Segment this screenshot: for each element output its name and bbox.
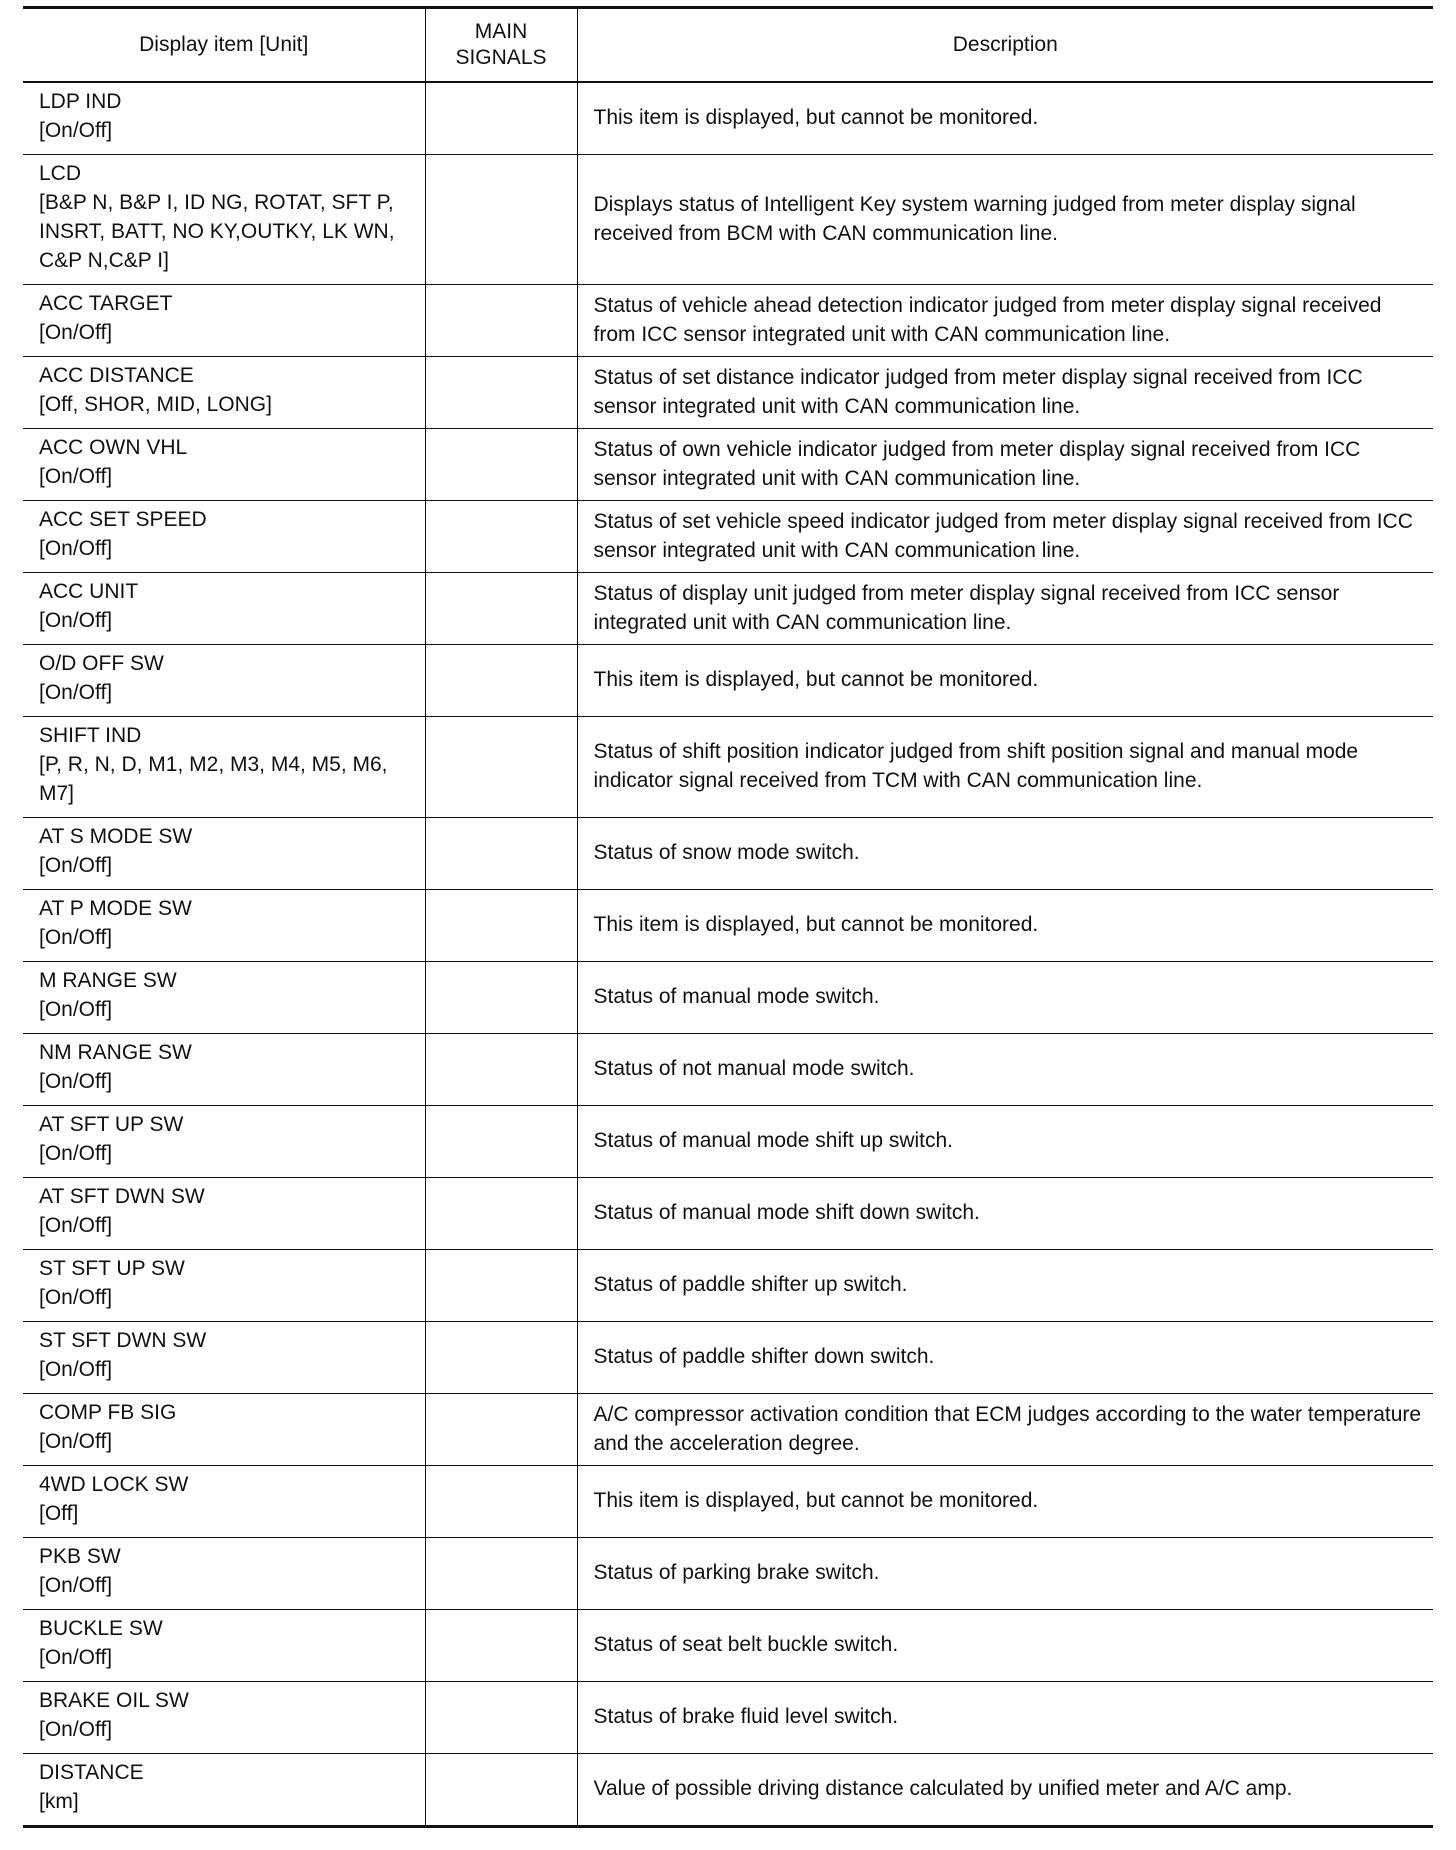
display-item-name: ACC DISTANCE [39, 364, 194, 387]
main-signals-cell [425, 1106, 577, 1178]
description-cell: Status of own vehicle indicator judged from meter display signal received from ICC sensor integrated unit with CAN communication line. [577, 429, 1433, 501]
display-item-cell [23, 1682, 425, 1754]
main-signals-cell [425, 155, 577, 285]
display-item-cell [23, 1466, 425, 1538]
display-item-name: 4WD LOCK SW [39, 1473, 189, 1496]
display-item-cell [23, 429, 425, 501]
table-row [23, 1682, 1433, 1754]
display-item-unit: [On/Off] [39, 1214, 113, 1237]
display-item-cell [23, 357, 425, 429]
display-item-unit: [Off, SHOR, MID, LONG] [39, 393, 272, 416]
main-signals-cell [425, 890, 577, 962]
display-item-cell [23, 1322, 425, 1394]
table-row [23, 1466, 1433, 1538]
display-item-name: SHIFT IND [39, 724, 142, 747]
display-item-name: COMP FB SIG [39, 1401, 177, 1424]
main-signals-cell [425, 1754, 577, 1827]
display-item-unit: [B&P N, B&P I, ID NG, ROTAT, SFT P, INSRT, BATT, NO KY,OUTKY, LK WN, C&P N,C&P I] [39, 191, 395, 272]
display-item-unit: [On/Off] [39, 537, 113, 560]
display-item-cell [23, 1250, 425, 1322]
display-item-cell [23, 1538, 425, 1610]
display-item-name: NM RANGE SW [39, 1041, 192, 1064]
table-row [23, 890, 1433, 962]
display-item-unit: [On/Off] [39, 926, 113, 949]
description-cell: Status of snow mode switch. [577, 818, 1433, 890]
table-row [23, 1034, 1433, 1106]
header-description: Description [577, 8, 1433, 83]
description-cell: Status of manual mode shift up switch. [577, 1106, 1433, 1178]
header-display-item: Display item [Unit] [23, 8, 425, 83]
display-item-name: BUCKLE SW [39, 1617, 163, 1640]
display-item-name: LDP IND [39, 90, 122, 113]
display-item-cell [23, 1178, 425, 1250]
table-row [23, 1538, 1433, 1610]
description-cell: Status of parking brake switch. [577, 1538, 1433, 1610]
display-item-unit: [On/Off] [39, 1286, 113, 1309]
description-cell: A/C compressor activation condition that ECM judges according to the water temperature and the acceleration degree. [577, 1394, 1433, 1466]
display-item-unit: [P, R, N, D, M1, M2, M3, M4, M5, M6, M7] [39, 753, 388, 805]
description-cell: Status of set distance indicator judged from meter display signal received from ICC sensor integrated unit with CAN communication line. [577, 357, 1433, 429]
main-signals-cell [425, 645, 577, 717]
display-item-cell [23, 501, 425, 573]
display-item-name: O/D OFF SW [39, 652, 164, 675]
description-cell: Status of brake fluid level switch. [577, 1682, 1433, 1754]
main-signals-cell [425, 1538, 577, 1610]
main-signals-cell [425, 429, 577, 501]
main-signals-cell [425, 1034, 577, 1106]
table-row [23, 1322, 1433, 1394]
table-row [23, 155, 1433, 285]
display-item-name: AT SFT UP SW [39, 1113, 184, 1136]
display-item-cell [23, 962, 425, 1034]
table-row [23, 501, 1433, 573]
description-cell: Status of shift position indicator judged from shift position signal and manual mode indicator signal received from TCM with CAN communication line. [577, 717, 1433, 818]
description-cell: Status of manual mode shift down switch. [577, 1178, 1433, 1250]
main-signals-cell [425, 573, 577, 645]
table-row [23, 1106, 1433, 1178]
display-item-cell [23, 82, 425, 155]
description-cell: Displays status of Intelligent Key system warning judged from meter display signal received from BCM with CAN communication line. [577, 155, 1433, 285]
display-item-unit: [On/Off] [39, 1358, 113, 1381]
description-cell: Value of possible driving distance calculated by unified meter and A/C amp. [577, 1754, 1433, 1827]
display-item-name: AT S MODE SW [39, 825, 193, 848]
display-item-unit: [On/Off] [39, 465, 113, 488]
description-cell: Status of seat belt buckle switch. [577, 1610, 1433, 1682]
table-row [23, 357, 1433, 429]
main-signals-cell [425, 1466, 577, 1538]
description-cell: Status of paddle shifter up switch. [577, 1250, 1433, 1322]
table-row [23, 717, 1433, 818]
description-cell: Status of manual mode switch. [577, 962, 1433, 1034]
display-item-unit: [On/Off] [39, 1430, 113, 1453]
table-row [23, 818, 1433, 890]
table-row [23, 962, 1433, 1034]
main-signals-cell [425, 962, 577, 1034]
display-item-name: ACC OWN VHL [39, 436, 188, 459]
display-item-cell [23, 1610, 425, 1682]
display-item-unit: [On/Off] [39, 609, 113, 632]
display-item-name: ACC SET SPEED [39, 508, 207, 531]
main-signals-cell [425, 1394, 577, 1466]
main-signals-cell [425, 82, 577, 155]
display-item-name: BRAKE OIL SW [39, 1689, 189, 1712]
description-cell: This item is displayed, but cannot be monitored. [577, 890, 1433, 962]
display-item-name: M RANGE SW [39, 969, 177, 992]
main-signals-cell [425, 1250, 577, 1322]
display-item-unit: [On/Off] [39, 681, 113, 704]
display-item-name: ST SFT UP SW [39, 1257, 185, 1280]
main-signals-cell [425, 357, 577, 429]
description-cell: Status of set vehicle speed indicator judged from meter display signal received from ICC sensor integrated unit with CAN communication line. [577, 501, 1433, 573]
header-row [23, 8, 1433, 83]
display-item-unit: [On/Off] [39, 321, 113, 344]
display-item-unit: [Off] [39, 1502, 79, 1525]
table-row [23, 1394, 1433, 1466]
main-signals-cell [425, 285, 577, 357]
display-item-unit: [km] [39, 1790, 79, 1813]
main-signals-cell [425, 1682, 577, 1754]
display-item-name: LCD [39, 162, 82, 185]
description-cell: Status of vehicle ahead detection indicator judged from meter display signal received from ICC sensor integrated unit with CAN communication line. [577, 285, 1433, 357]
display-item-cell [23, 1034, 425, 1106]
display-item-name: DISTANCE [39, 1761, 144, 1784]
main-signals-cell [425, 1610, 577, 1682]
header-main-signals [425, 8, 577, 83]
display-item-unit: [On/Off] [39, 119, 113, 142]
table-row [23, 1610, 1433, 1682]
display-item-name: AT P MODE SW [39, 897, 192, 920]
table-row [23, 1178, 1433, 1250]
display-item-name: ACC TARGET [39, 292, 173, 315]
description-cell: Status of display unit judged from meter display signal received from ICC sensor integrated unit with CAN communication line. [577, 573, 1433, 645]
description-cell: This item is displayed, but cannot be monitored. [577, 645, 1433, 717]
data-monitor-table [23, 6, 1433, 1828]
main-signals-cell [425, 818, 577, 890]
display-item-unit: [On/Off] [39, 854, 113, 877]
display-item-name: AT SFT DWN SW [39, 1185, 205, 1208]
display-item-cell [23, 1106, 425, 1178]
display-item-cell [23, 155, 425, 285]
description-cell: Status of paddle shifter down switch. [577, 1322, 1433, 1394]
main-signals-cell [425, 501, 577, 573]
table-row [23, 429, 1433, 501]
display-item-name: PKB SW [39, 1545, 121, 1568]
description-cell: This item is displayed, but cannot be monitored. [577, 1466, 1433, 1538]
description-cell: Status of not manual mode switch. [577, 1034, 1433, 1106]
display-item-cell [23, 1394, 425, 1466]
main-signals-cell [425, 1322, 577, 1394]
description-cell: This item is displayed, but cannot be monitored. [577, 82, 1433, 155]
display-item-unit: [On/Off] [39, 1646, 113, 1669]
display-item-unit: [On/Off] [39, 998, 113, 1021]
display-item-cell [23, 818, 425, 890]
table-row [23, 1754, 1433, 1827]
display-item-cell [23, 285, 425, 357]
display-item-unit: [On/Off] [39, 1142, 113, 1165]
display-item-cell [23, 717, 425, 818]
table-row [23, 645, 1433, 717]
header-main-signals-line1: MAIN [474, 20, 528, 43]
display-item-unit: [On/Off] [39, 1070, 113, 1093]
display-item-cell [23, 1754, 425, 1827]
display-item-cell [23, 645, 425, 717]
display-item-name: ACC UNIT [39, 580, 139, 603]
table-row [23, 285, 1433, 357]
display-item-cell [23, 573, 425, 645]
display-item-unit: [On/Off] [39, 1718, 113, 1741]
display-item-unit: [On/Off] [39, 1574, 113, 1597]
main-signals-cell [425, 1178, 577, 1250]
display-item-cell [23, 890, 425, 962]
display-item-name: ST SFT DWN SW [39, 1329, 207, 1352]
main-signals-cell [425, 717, 577, 818]
table-row [23, 573, 1433, 645]
table-row [23, 82, 1433, 155]
table-row [23, 1250, 1433, 1322]
header-main-signals-line2: SIGNALS [455, 46, 547, 69]
